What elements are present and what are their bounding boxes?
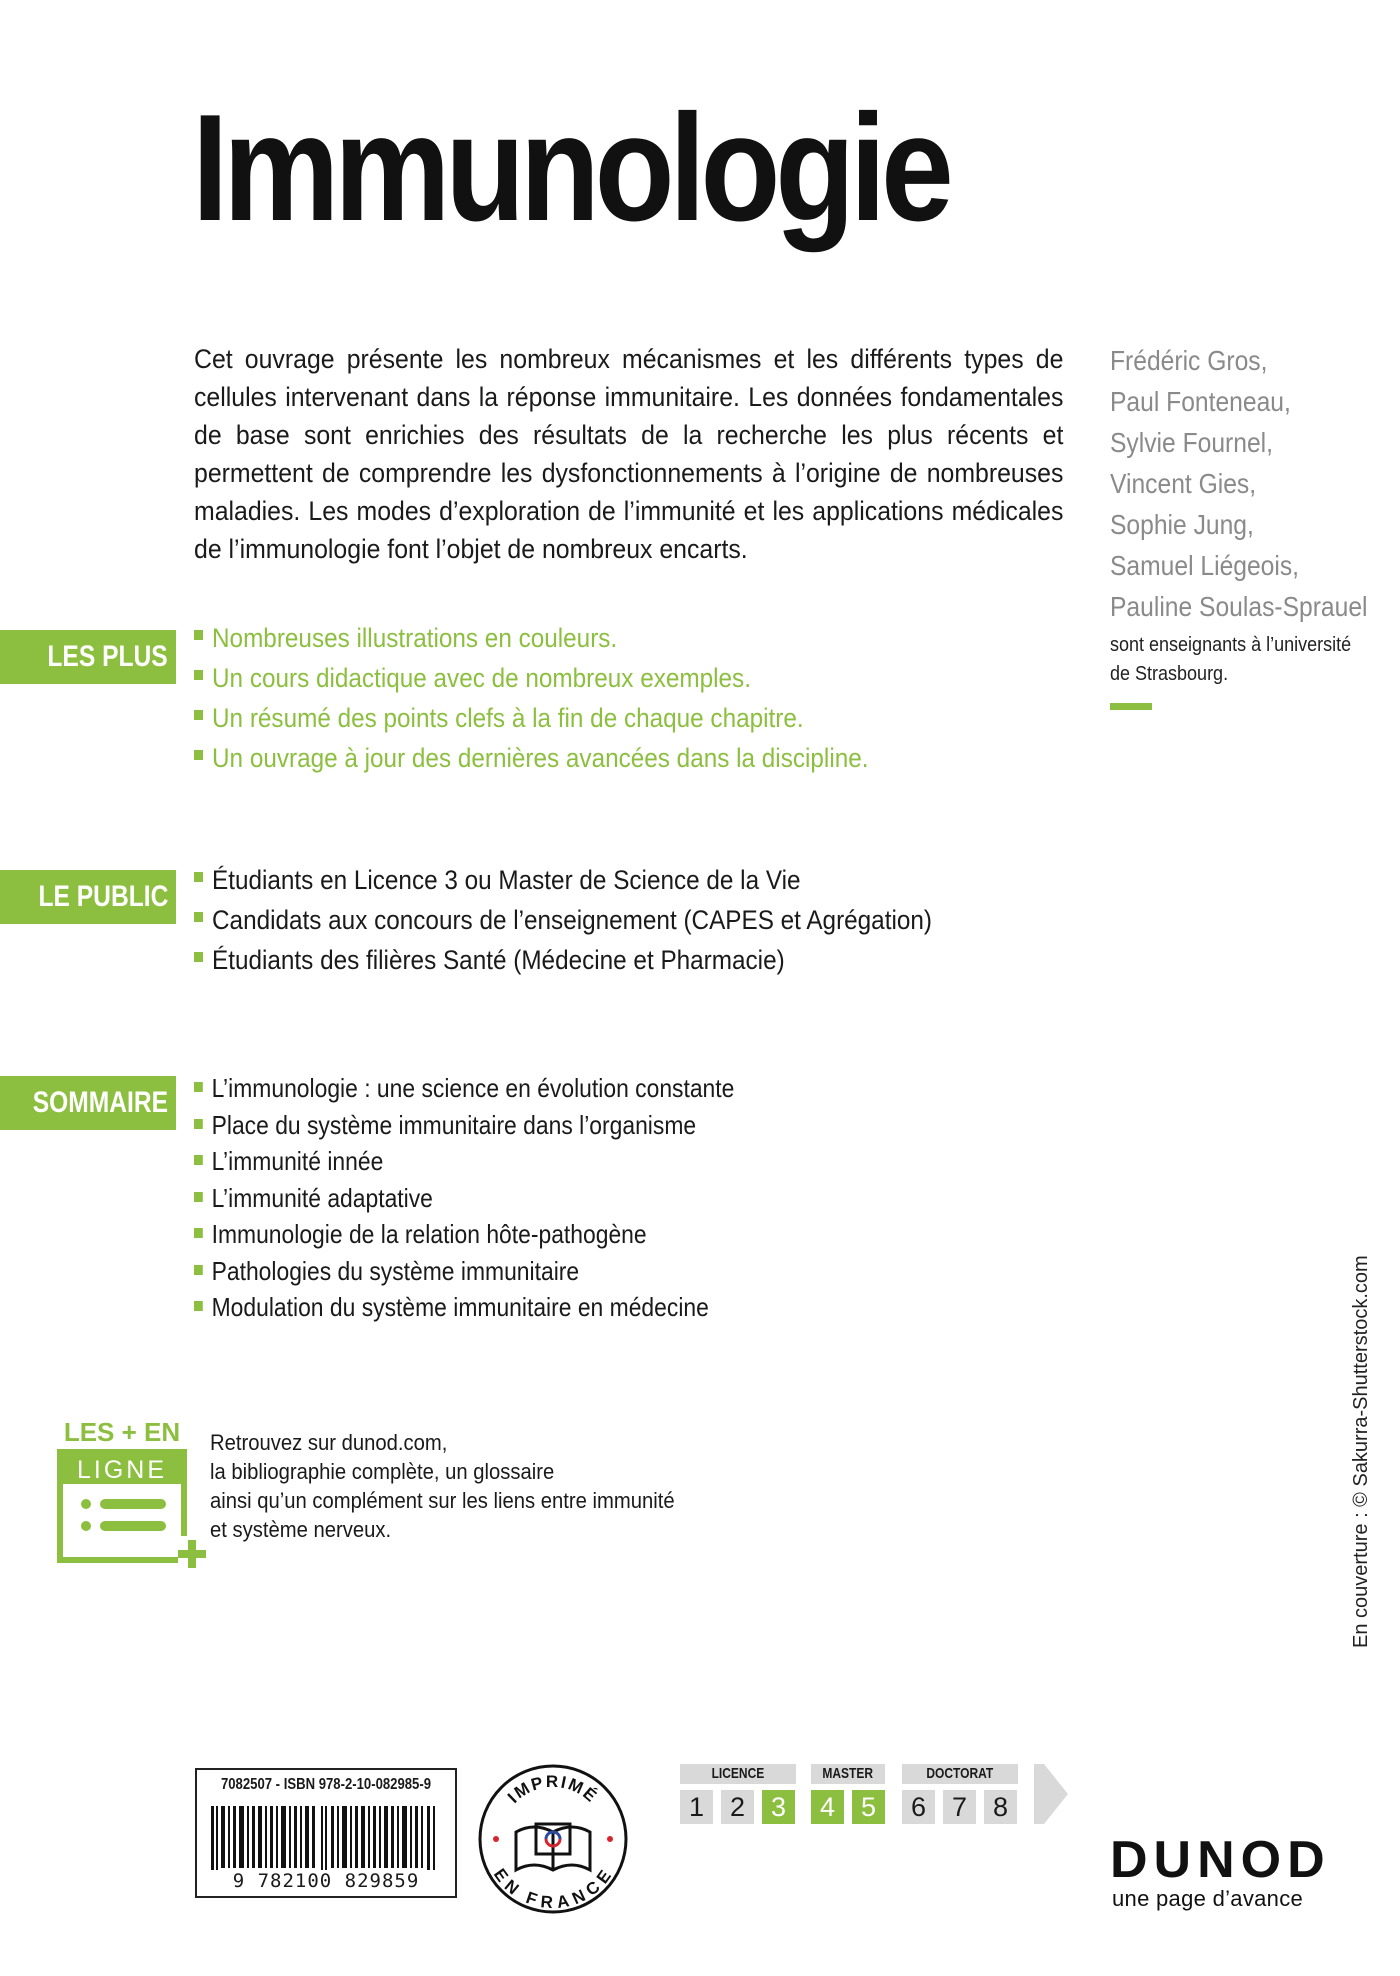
online-text-line: la bibliographie complète, un glossaire — [210, 1459, 555, 1484]
list-item: Pathologies du système immunitaire — [194, 1253, 734, 1290]
level-group-doctorat: DOCTORAT — [902, 1764, 1018, 1784]
list-item: Modulation du système immunitaire en médecine — [194, 1289, 734, 1326]
le-public-list — [194, 860, 1014, 980]
level-number-highlighted: 4 — [811, 1790, 844, 1824]
list-item: Un ouvrage à jour des dernières avancées dans la discipline. — [194, 738, 868, 778]
publisher-tagline: une page d’avance — [1112, 1886, 1304, 1911]
author-name: Frédéric Gros, — [1110, 345, 1268, 376]
barcode — [195, 1768, 457, 1898]
author-name: Vincent Gies, — [1110, 468, 1257, 499]
list-item: Place du système immunitaire dans l’organisme — [194, 1107, 734, 1144]
online-text-line: Retrouvez sur dunod.com, — [210, 1430, 448, 1455]
level-arrow-icon — [1034, 1764, 1068, 1824]
level-number: 7 — [943, 1790, 976, 1824]
list-item: Un résumé des points clefs à la fin de chaque chapitre. — [194, 698, 868, 738]
list-item: Immunologie de la relation hôte-pathogène — [194, 1216, 734, 1253]
seal-bottom-text: EN FRANCE — [489, 1865, 617, 1913]
cover-credit: En couverture : © Sakurra-Shutterstock.com — [1350, 1255, 1372, 1648]
list-item: Un cours didactique avec de nombreux exemples. — [194, 658, 868, 698]
book-title: Immunologie — [192, 83, 949, 253]
author-name: Pauline Soulas-Sprauel — [1110, 591, 1368, 622]
level-number: 1 — [680, 1790, 713, 1824]
author-name: Samuel Liégeois, — [1110, 550, 1300, 581]
made-in-france-seal-icon — [476, 1762, 630, 1916]
barcode-bars-icon — [211, 1806, 441, 1876]
les-plus-tag: LES PLUS — [0, 630, 176, 684]
authors-block — [1110, 340, 1390, 710]
level-number: 6 — [902, 1790, 935, 1824]
online-badge-line2: LIGNE — [76, 1456, 168, 1484]
le-public-tag: LE PUBLIC — [0, 870, 176, 924]
list-item: Candidats aux concours de l’enseignement (CAPES et Agrégation) — [194, 900, 932, 940]
isbn-label: 7082507 - ISBN 978-2-10-082985-9 — [220, 1776, 432, 1793]
author-name: Sylvie Fournel, — [1110, 427, 1273, 458]
sommaire-list — [194, 1070, 808, 1326]
author-name: Sophie Jung, — [1110, 509, 1254, 540]
online-resources-icon — [56, 1414, 206, 1574]
online-badge-line1: LES + EN — [63, 1417, 181, 1447]
publisher-logo: DUNOD — [1110, 1831, 1331, 1889]
level-number-highlighted: 3 — [762, 1790, 795, 1824]
online-description — [210, 1428, 725, 1544]
list-item: L’immunité adaptative — [194, 1180, 734, 1217]
level-group-master: MASTER — [811, 1764, 885, 1784]
online-text-line: et système nerveux. — [210, 1517, 392, 1542]
author-name: Paul Fonteneau, — [1110, 386, 1291, 417]
online-text-line: ainsi qu’un complément sur les liens entre immunité — [210, 1488, 675, 1513]
book-description: Cet ouvrage présente les nombreux mécanismes et les différents types de cellules intervenant dans la réponse immunitaire. Les données fondamentales de base sont enrichies des résultats de la recherche les plus récents et permettent de comprendre les dysfonctionnements à l’origine de nombreuses maladies. Les modes d’exploration de l’immunité et les applications médicales de l’immunologie font l’objet de nombreux encarts. — [194, 344, 1064, 564]
list-item: L’immunité innée — [194, 1143, 734, 1180]
level-number-highlighted: 5 — [852, 1790, 885, 1824]
list-item: Étudiants des filières Santé (Médecine et Pharmacie) — [194, 940, 932, 980]
level-number: 2 — [721, 1790, 754, 1824]
seal-top-text: IMPRIMÉ — [503, 1772, 602, 1807]
list-item: L’immunologie : une science en évolution constante — [194, 1070, 734, 1107]
level-group-licence: LICENCE — [680, 1764, 796, 1784]
list-item: Nombreuses illustrations en couleurs. — [194, 618, 868, 658]
les-plus-list — [194, 618, 943, 778]
barcode-digits: 9 782100 829859 — [207, 1870, 445, 1892]
accent-bar — [1110, 703, 1152, 710]
level-number: 8 — [984, 1790, 1017, 1824]
authors-affiliation: sont enseignants à l’université de Strasbourg. — [1110, 634, 1352, 685]
list-item: Étudiants en Licence 3 ou Master de Science de la Vie — [194, 860, 932, 900]
sommaire-tag: SOMMAIRE — [0, 1076, 176, 1130]
